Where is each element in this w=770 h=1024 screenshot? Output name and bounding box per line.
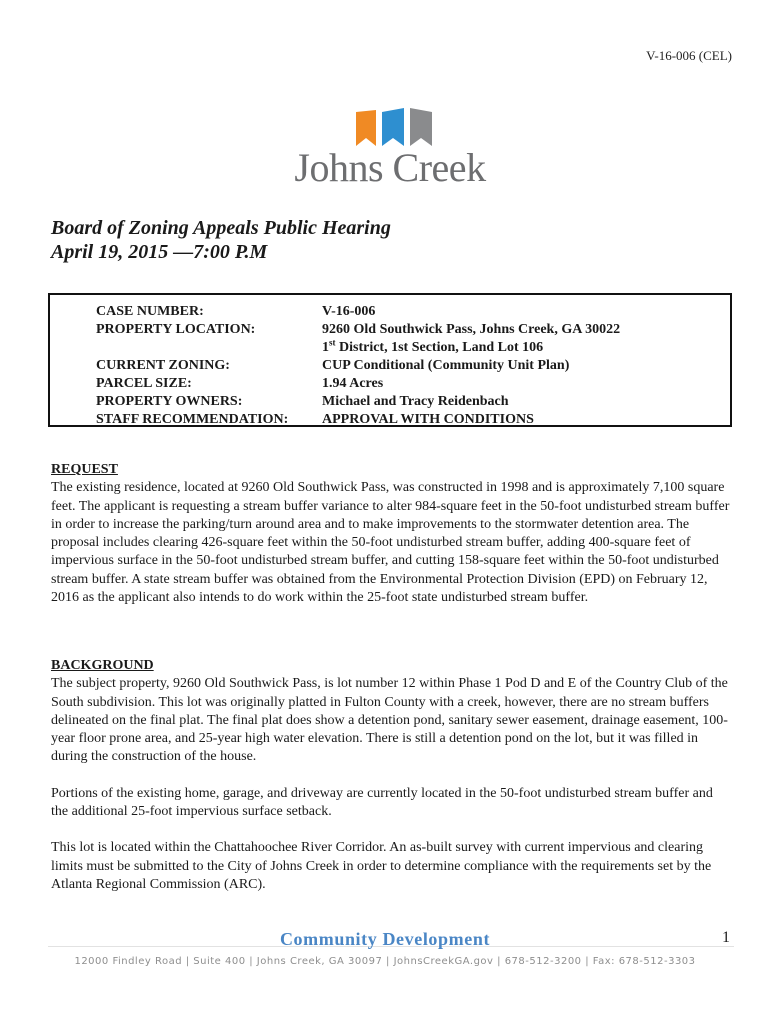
background-section (51, 657, 731, 894)
staff-recommendation-value: APPROVAL WITH CONDITIONS (322, 412, 534, 427)
current-zoning-value: CUP Conditional (Community Unit Plan) (322, 358, 570, 373)
request-body: The existing residence, located at 9260 Old Southwick Pass, was constructed in 1998 and is approximately 7,100 square feet. The applicant is requesting a stream buffer variance to alter 984-square feet in the 50-foot undisturbed stream buffer in order to increase the parking/turn around area and to make improvements to the stormwater detention area. The proposal includes clearing 426-square feet within the 50-foot undisturbed stream buffer, adding 400-square feet of impervious surface in the 50-foot undisturbed stream buffer, and cutting 158-square feet within the 50-foot undisturbed stream buffer. A state stream buffer was obtained from the Environmental Protection Division (EPD) on February 12, 2016 as the applicant also intends to do work within the 25-foot state undisturbed stream buffer. (51, 480, 730, 606)
footer-department: Community Development (279, 929, 491, 949)
property-owners-label: PROPERTY OWNERS: (96, 394, 243, 409)
hearing-date: April 19, 2015 —7:00 P.M (51, 241, 268, 263)
parcel-size-label: PARCEL SIZE: (96, 376, 192, 391)
background-paragraph-3: This lot is located within the Chattahoochee River Corridor. An as-built survey with current impervious and clearing limits must be submitted to the City of Johns Creek in order to determine compliance with the requirements set by the Atlanta Regional Commission (ARC). (51, 840, 712, 892)
background-paragraph-2: Portions of the existing home, garage, and driveway are currently located in the 50-foot undisturbed stream buffer and the additional 25-foot impervious surface setback. (51, 785, 713, 820)
logo-flags-icon (356, 108, 432, 148)
background-paragraph-1: The subject property, 9260 Old Southwick Pass, is lot number 12 within Phase 1 Pod D and E of the Country Club of the South subdivision. This lot was originally platted in Fulton County with a creek, however, there are no stream buffers delineated on the final plat. The final plat does show a detention pond, sanitary sewer easement, drainage easement, 100-year floor prone area, and 25-year high water elevation. There is still a detention pond on the lot, but it was filled in during the construction of the house. (51, 676, 728, 765)
case-summary-box (48, 293, 732, 427)
page-number: 1 (722, 929, 730, 946)
parcel-size-value: 1.94 Acres (322, 376, 384, 391)
hearing-title-block (51, 216, 391, 264)
footer-address: 12000 Findley Road | Suite 400 | Johns Creek, GA 30097 | JohnsCreekGA.gov | 678-512-3200 | Fax: 678-512-3303 (74, 956, 696, 967)
case-number-value: V-16-006 (322, 304, 376, 319)
district-value: 1st District, 1st Section, Land Lot 106 (322, 337, 544, 355)
case-reference: V-16-006 (CEL) (646, 48, 732, 63)
staff-recommendation-label: STAFF RECOMMENDATION: (96, 412, 289, 427)
property-owners-value: Michael and Tracy Reidenbach (322, 394, 509, 409)
current-zoning-label: CURRENT ZONING: (96, 358, 230, 373)
property-location-value: 9260 Old Southwick Pass, Johns Creek, GA 30022 (322, 322, 621, 337)
background-heading: BACKGROUND (51, 658, 154, 673)
logo-wordmark: Johns Creek (294, 145, 486, 190)
hearing-title: Board of Zoning Appeals Public Hearing (51, 217, 391, 239)
property-location-label: PROPERTY LOCATION: (96, 322, 256, 337)
johns-creek-logo (290, 108, 490, 194)
request-section (51, 461, 731, 607)
request-heading: REQUEST (51, 462, 118, 477)
case-number-label: CASE NUMBER: (96, 304, 204, 319)
